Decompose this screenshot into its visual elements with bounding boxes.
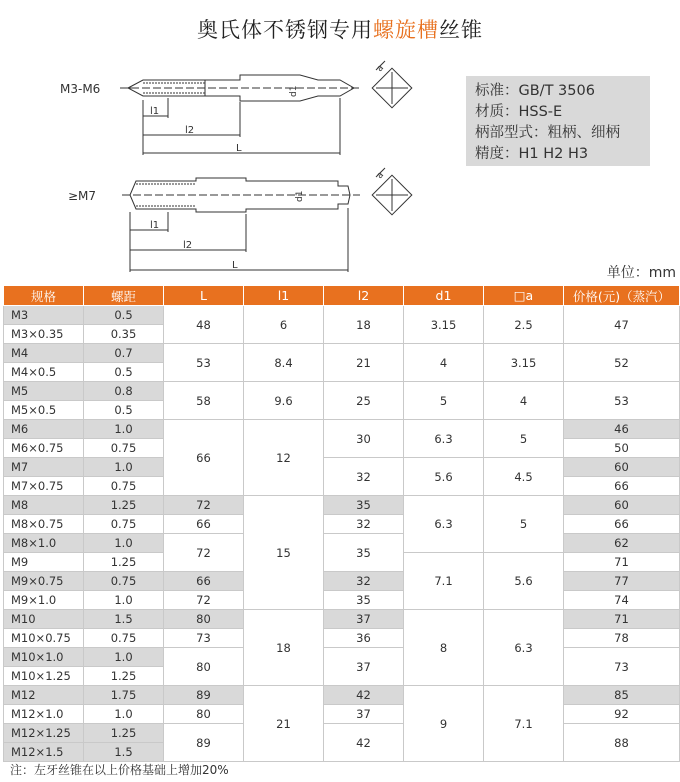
table-cell: M6×0.75 xyxy=(4,439,84,458)
table-header xyxy=(4,286,680,306)
table-cell: 3.15 xyxy=(404,306,484,344)
table-cell: 15 xyxy=(244,496,324,610)
table-cell: 77 xyxy=(564,572,680,591)
table-row xyxy=(4,458,680,477)
column-header: □a xyxy=(484,286,564,306)
table-cell: 80 xyxy=(164,610,244,629)
table-cell: 5 xyxy=(484,496,564,553)
table-cell: 0.5 xyxy=(84,363,164,382)
table-cell: 18 xyxy=(324,306,404,344)
svg-text:L: L xyxy=(236,143,242,154)
table-cell: 46 xyxy=(564,420,680,439)
table-cell: M12×1.25 xyxy=(4,724,84,743)
table-cell: M10 xyxy=(4,610,84,629)
column-header: L xyxy=(164,286,244,306)
table-cell: M9×1.0 xyxy=(4,591,84,610)
table-cell: 0.75 xyxy=(84,515,164,534)
svg-text:a: a xyxy=(375,170,387,182)
table-cell: 32 xyxy=(324,515,404,534)
table-cell: M5×0.5 xyxy=(4,401,84,420)
table-cell: M10×1.25 xyxy=(4,667,84,686)
table-cell: 42 xyxy=(324,686,404,705)
tap-top-diagram xyxy=(120,61,412,155)
table-cell: 53 xyxy=(164,344,244,382)
column-header: 价格(元)（蒸汽） xyxy=(564,286,680,306)
table-cell: M12×1.5 xyxy=(4,743,84,762)
table-cell: 5 xyxy=(484,420,564,458)
table-cell: 71 xyxy=(564,610,680,629)
table-cell: 0.7 xyxy=(84,344,164,363)
table-cell: M8×1.0 xyxy=(4,534,84,553)
table-cell: M4×0.5 xyxy=(4,363,84,382)
table-cell: 0.75 xyxy=(84,439,164,458)
table-row xyxy=(4,591,680,610)
table-cell: 72 xyxy=(164,591,244,610)
table-row xyxy=(4,344,680,363)
table-cell: 18 xyxy=(244,610,324,686)
table-cell: 37 xyxy=(324,610,404,629)
table-cell: 21 xyxy=(244,686,324,762)
table-cell: 32 xyxy=(324,572,404,591)
table-row xyxy=(4,572,680,591)
table-row xyxy=(4,534,680,553)
table-row xyxy=(4,610,680,629)
table-cell: 62 xyxy=(564,534,680,553)
table-cell: 6 xyxy=(244,306,324,344)
svg-text:L: L xyxy=(232,260,238,271)
table-cell: 72 xyxy=(164,496,244,515)
table-cell: 2.5 xyxy=(484,306,564,344)
spec-precision: 精度：H1 H2 H3 xyxy=(475,146,589,162)
table-cell: 1.75 xyxy=(84,686,164,705)
table-row xyxy=(4,648,680,667)
table-cell: M7×0.75 xyxy=(4,477,84,496)
table-cell: M5 xyxy=(4,382,84,401)
table-cell: 48 xyxy=(164,306,244,344)
tap-bottom-diagram xyxy=(122,168,412,272)
table-cell: 50 xyxy=(564,439,680,458)
page-title: 奥氏体不锈钢专用螺旋槽丝锥 xyxy=(197,18,483,42)
table-cell: 1.0 xyxy=(84,420,164,439)
table-cell: 1.0 xyxy=(84,534,164,553)
table-cell: 1.5 xyxy=(84,743,164,762)
table-cell: 89 xyxy=(164,686,244,705)
table-row xyxy=(4,382,680,401)
svg-text:l1: l1 xyxy=(150,220,160,231)
table-cell: 42 xyxy=(324,724,404,762)
table-cell: 1.25 xyxy=(84,667,164,686)
table-cell: 0.75 xyxy=(84,572,164,591)
table-cell: M8 xyxy=(4,496,84,515)
table-cell: 53 xyxy=(564,382,680,420)
table-cell: 37 xyxy=(324,705,404,724)
table-cell: 4.5 xyxy=(484,458,564,496)
table-cell: 21 xyxy=(324,344,404,382)
table-cell: 6.3 xyxy=(404,420,484,458)
table-cell: M12 xyxy=(4,686,84,705)
table-cell: 73 xyxy=(164,629,244,648)
table-cell: 71 xyxy=(564,553,680,572)
table-cell: 89 xyxy=(164,724,244,762)
svg-text:l2: l2 xyxy=(183,240,193,251)
table-cell: 30 xyxy=(324,420,404,458)
table-cell: 8 xyxy=(404,610,484,686)
table-cell: 5.6 xyxy=(484,553,564,610)
table-cell: 80 xyxy=(164,705,244,724)
table-cell: 7.1 xyxy=(484,686,564,762)
table-cell: M7 xyxy=(4,458,84,477)
footnote: 注：左牙丝锥在以上价格基础上增加20% xyxy=(10,763,229,777)
table-cell: M9×0.75 xyxy=(4,572,84,591)
svg-text:d1: d1 xyxy=(289,85,299,97)
table-row xyxy=(4,496,680,515)
table-cell: 66 xyxy=(164,420,244,496)
table-cell: 32 xyxy=(324,458,404,496)
column-header: d1 xyxy=(404,286,484,306)
spec-shank: 柄部型式：粗柄、细柄 xyxy=(475,125,620,141)
table-cell: 35 xyxy=(324,496,404,515)
table-cell: 92 xyxy=(564,705,680,724)
table-cell: 78 xyxy=(564,629,680,648)
unit-label: 单位：mm xyxy=(606,265,676,281)
table-row xyxy=(4,515,680,534)
table-cell: M6 xyxy=(4,420,84,439)
spec-box xyxy=(466,76,650,166)
table-cell: 73 xyxy=(564,648,680,686)
column-header: 螺距 xyxy=(84,286,164,306)
table-row xyxy=(4,420,680,439)
table-cell: 0.35 xyxy=(84,325,164,344)
spec-standard: 标准：GB/T 3506 xyxy=(475,83,595,99)
table-cell: 37 xyxy=(324,648,404,686)
table-cell: 1.25 xyxy=(84,724,164,743)
table-cell: 6.3 xyxy=(404,496,484,553)
table-cell: M12×1.0 xyxy=(4,705,84,724)
table-cell: 66 xyxy=(564,515,680,534)
table-cell: 85 xyxy=(564,686,680,705)
table-cell: 0.75 xyxy=(84,477,164,496)
table-cell: 0.5 xyxy=(84,401,164,420)
table-cell: 0.5 xyxy=(84,306,164,325)
table-cell: 66 xyxy=(564,477,680,496)
table-cell: 0.8 xyxy=(84,382,164,401)
label-m3-m6: M3-M6 xyxy=(60,82,101,96)
table-cell: 1.5 xyxy=(84,610,164,629)
table-cell: 35 xyxy=(324,534,404,572)
column-header: 规格 xyxy=(4,286,84,306)
table-cell: 1.0 xyxy=(84,591,164,610)
svg-text:d1: d1 xyxy=(295,190,305,202)
table-cell: 36 xyxy=(324,629,404,648)
table-cell: 0.75 xyxy=(84,629,164,648)
table-cell: 5.6 xyxy=(404,458,484,496)
table-cell: 80 xyxy=(164,648,244,686)
table-cell: M4 xyxy=(4,344,84,363)
table-cell: 60 xyxy=(564,496,680,515)
table-row xyxy=(4,686,680,705)
table-cell: 12 xyxy=(244,420,324,496)
table-cell: 47 xyxy=(564,306,680,344)
table-cell: 88 xyxy=(564,724,680,762)
table-cell: 52 xyxy=(564,344,680,382)
table-cell: 1.0 xyxy=(84,705,164,724)
table-cell: 25 xyxy=(324,382,404,420)
table-cell: 35 xyxy=(324,591,404,610)
table-cell: 6.3 xyxy=(484,610,564,686)
table-cell: 8.4 xyxy=(244,344,324,382)
table-row xyxy=(4,705,680,724)
spec-material: 材质：HSS-E xyxy=(475,104,563,120)
table-cell: 60 xyxy=(564,458,680,477)
table-cell: 66 xyxy=(164,572,244,591)
table-cell: 9.6 xyxy=(244,382,324,420)
table-row xyxy=(4,724,680,743)
label-m7: ≥M7 xyxy=(68,189,97,203)
table-cell: 1.0 xyxy=(84,458,164,477)
column-header: l1 xyxy=(244,286,324,306)
table-cell: 66 xyxy=(164,515,244,534)
table-cell: M10×1.0 xyxy=(4,648,84,667)
table-cell: 4 xyxy=(404,344,484,382)
table-cell: 1.25 xyxy=(84,496,164,515)
spec-table xyxy=(3,285,680,762)
column-header: l2 xyxy=(324,286,404,306)
table-cell: M9 xyxy=(4,553,84,572)
table-cell: M3×0.35 xyxy=(4,325,84,344)
table-cell: 72 xyxy=(164,534,244,572)
table-cell: 74 xyxy=(564,591,680,610)
table-cell: M3 xyxy=(4,306,84,325)
table-cell: 3.15 xyxy=(484,344,564,382)
table-cell: 1.25 xyxy=(84,553,164,572)
table-row xyxy=(4,306,680,325)
svg-text:l1: l1 xyxy=(150,106,160,117)
table-cell: 1.0 xyxy=(84,648,164,667)
table-cell: 9 xyxy=(404,686,484,762)
table-cell: 7.1 xyxy=(404,553,484,610)
svg-text:l2: l2 xyxy=(185,125,195,136)
table-cell: 58 xyxy=(164,382,244,420)
table-cell: 4 xyxy=(484,382,564,420)
svg-text:a: a xyxy=(375,63,387,75)
table-row xyxy=(4,629,680,648)
table-cell: M8×0.75 xyxy=(4,515,84,534)
table-cell: 5 xyxy=(404,382,484,420)
table-cell: M10×0.75 xyxy=(4,629,84,648)
title-highlight: 螺旋槽 xyxy=(373,18,439,42)
